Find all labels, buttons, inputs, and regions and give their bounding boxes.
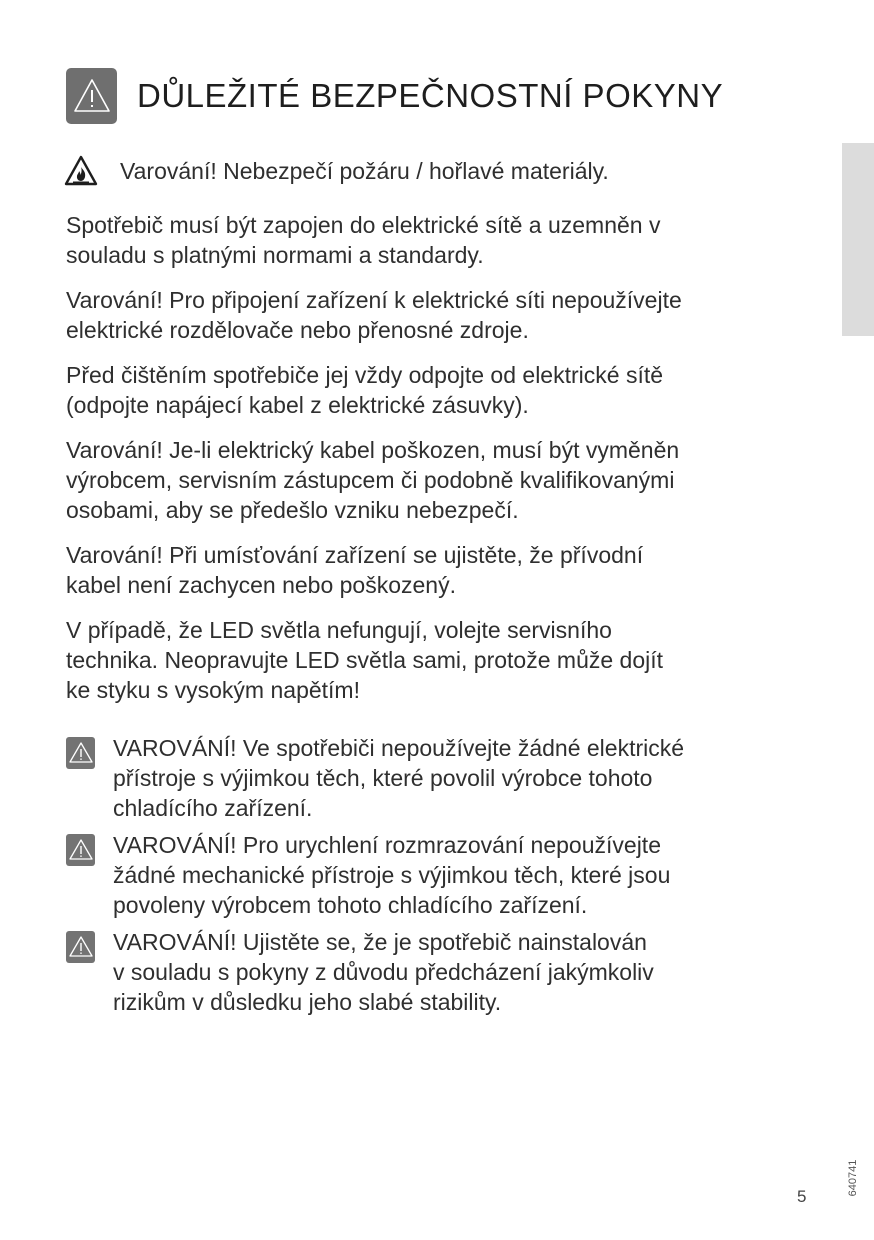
warning-text: VAROVÁNÍ! Pro urychlení rozmrazování nepoužívejte žádné mechanické přístroje s výjimkou těch, které jsou povoleny výrobcem tohoto chladícího zařízení. xyxy=(113,832,671,918)
warning-triangle-icon xyxy=(66,834,95,866)
paragraph: V případě, že LED světla nefungují, volejte servisního technika. Neopravujte LED světla sami, protože může dojít ke styku s vysokým napětím! xyxy=(66,617,664,703)
warning-item xyxy=(66,927,826,1017)
paragraph: Varování! Pro připojení zařízení k elektrické síti nepoužívejte elektrické rozdělovače nebo přenosné zdroje. xyxy=(66,287,682,343)
warning-triangle-icon xyxy=(66,68,117,124)
warning-triangle-icon xyxy=(66,737,95,769)
page-number: 5 xyxy=(797,1187,807,1206)
warning-item xyxy=(66,733,826,823)
warning-list xyxy=(66,733,826,1024)
paragraph: Varování! Je-li elektrický kabel poškozen, musí být vyměněn výrobcem, servisním zástupcem či podobně kvalifikovanými osobami, aby se předešlo vzniku nebezpečí. xyxy=(66,437,680,523)
page-edge-tab xyxy=(842,143,874,336)
paragraph: Spotřebič musí být zapojen do elektrické sítě a uzemněn v souladu s platnými normami a standardy. xyxy=(66,212,661,268)
warning-text: VAROVÁNÍ! Ujistěte se, že je spotřebič nainstalován v souladu s pokyny z důvodu předcházení jakýmkoliv rizikům v důsledku jeho slabé stability. xyxy=(113,929,654,1015)
safety-paragraphs xyxy=(66,210,826,720)
paragraph: Před čištěním spotřebiče jej vždy odpojte od elektrické sítě (odpojte napájecí kabel z elektrické zásuvky). xyxy=(66,362,664,418)
fire-warning-text: Varování! Nebezpečí požáru / hořlavé materiály. xyxy=(120,158,609,184)
warning-text: VAROVÁNÍ! Ve spotřebiči nepoužívejte žádné elektrické přístroje s výjimkou těch, které povolil výrobce tohoto chladícího zařízení. xyxy=(113,735,685,821)
warning-item xyxy=(66,830,826,920)
paragraph: Varování! Při umísťování zařízení se ujistěte, že přívodní kabel není zachycen nebo poškozený. xyxy=(66,542,644,598)
page-title: DŮLEŽITÉ BEZPEČNOSTNÍ POKYNY xyxy=(137,77,724,114)
fire-warning xyxy=(64,154,609,188)
warning-triangle-icon xyxy=(66,931,95,963)
flammable-warning-icon xyxy=(64,154,98,188)
section-header xyxy=(66,68,723,124)
document-code: 640741 xyxy=(847,1159,859,1197)
